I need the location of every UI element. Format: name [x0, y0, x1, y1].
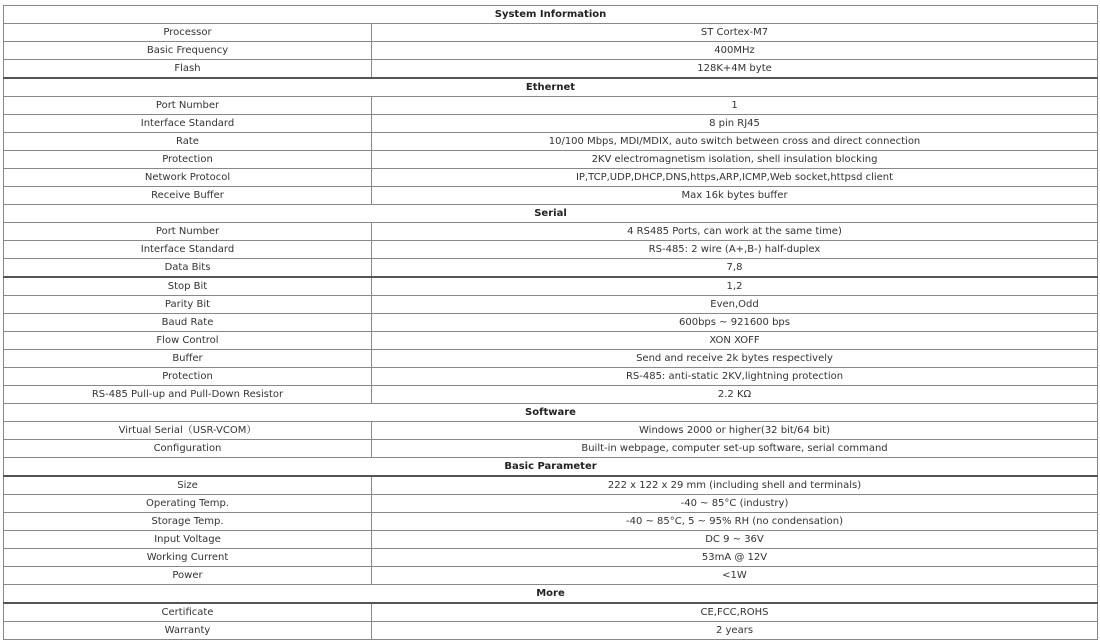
section-title: Software	[4, 404, 1098, 422]
table-row	[4, 549, 1098, 567]
row-value: 2.2 KΩ	[372, 386, 1098, 404]
row-label: Basic Frequency	[4, 42, 372, 60]
row-value: CE,FCC,ROHS	[372, 603, 1098, 622]
row-value: 222 x 122 x 29 mm (including shell and terminals)	[372, 476, 1098, 495]
table-row	[4, 169, 1098, 187]
row-value: -40 ~ 85°C, 5 ~ 95% RH (no condensation)	[372, 513, 1098, 531]
table-row	[4, 513, 1098, 531]
table-row	[4, 622, 1098, 640]
table-row	[4, 259, 1098, 278]
table-row	[4, 187, 1098, 205]
section-title: Serial	[4, 205, 1098, 223]
table-row	[4, 368, 1098, 386]
row-label: Certificate	[4, 603, 372, 622]
table-row	[4, 476, 1098, 495]
table-row	[4, 42, 1098, 60]
row-value: 4 RS485 Ports, can work at the same time)	[372, 223, 1098, 241]
table-row	[4, 296, 1098, 314]
row-value: 8 pin RJ45	[372, 115, 1098, 133]
row-label: Stop Bit	[4, 277, 372, 296]
row-value: 10/100 Mbps, MDI/MDIX, auto switch between cross and direct connection	[372, 133, 1098, 151]
row-label: Rate	[4, 133, 372, 151]
row-label: Protection	[4, 368, 372, 386]
spec-table	[3, 5, 1098, 640]
row-value: 2KV electromagnetism isolation, shell insulation blocking	[372, 151, 1098, 169]
section-title: Ethernet	[4, 78, 1098, 97]
table-row	[4, 241, 1098, 259]
row-label: Working Current	[4, 549, 372, 567]
row-value: Built-in webpage, computer set-up software, serial command	[372, 440, 1098, 458]
row-value: ST Cortex-M7	[372, 24, 1098, 42]
row-label: Flow Control	[4, 332, 372, 350]
row-label: Warranty	[4, 622, 372, 640]
table-row	[4, 495, 1098, 513]
row-value: 1,2	[372, 277, 1098, 296]
row-label: Network Protocol	[4, 169, 372, 187]
row-value: 1	[372, 97, 1098, 115]
row-value: 2 years	[372, 622, 1098, 640]
row-value: 400MHz	[372, 42, 1098, 60]
row-label: Buffer	[4, 350, 372, 368]
section-header-row	[4, 205, 1098, 223]
table-row	[4, 531, 1098, 549]
row-value: Windows 2000 or higher(32 bit/64 bit)	[372, 422, 1098, 440]
row-value: Send and receive 2k bytes respectively	[372, 350, 1098, 368]
table-row	[4, 314, 1098, 332]
table-row	[4, 567, 1098, 585]
table-row	[4, 332, 1098, 350]
row-label: Operating Temp.	[4, 495, 372, 513]
row-value: XON XOFF	[372, 332, 1098, 350]
table-row	[4, 151, 1098, 169]
row-value: <1W	[372, 567, 1098, 585]
row-label: Port Number	[4, 97, 372, 115]
table-row	[4, 350, 1098, 368]
row-label: Data Bits	[4, 259, 372, 278]
row-label: Baud Rate	[4, 314, 372, 332]
row-label: Power	[4, 567, 372, 585]
row-value: 53mA @ 12V	[372, 549, 1098, 567]
section-header-row	[4, 404, 1098, 422]
row-label: Virtual Serial（USR-VCOM）	[4, 422, 372, 440]
row-label: Input Voltage	[4, 531, 372, 549]
table-row	[4, 115, 1098, 133]
row-label: Interface Standard	[4, 241, 372, 259]
row-value: IP,TCP,UDP,DHCP,DNS,https,ARP,ICMP,Web socket,httpsd client	[372, 169, 1098, 187]
row-value: RS-485: anti-static 2KV,lightning protection	[372, 368, 1098, 386]
table-row	[4, 422, 1098, 440]
row-value: Even,Odd	[372, 296, 1098, 314]
table-row	[4, 24, 1098, 42]
row-label: Storage Temp.	[4, 513, 372, 531]
section-title: Basic Parameter	[4, 458, 1098, 477]
row-label: Parity Bit	[4, 296, 372, 314]
row-value: 600bps ~ 921600 bps	[372, 314, 1098, 332]
row-value: -40 ~ 85°C (industry)	[372, 495, 1098, 513]
row-value: 128K+4M byte	[372, 60, 1098, 79]
table-row	[4, 223, 1098, 241]
row-label: Flash	[4, 60, 372, 79]
row-value: RS-485: 2 wire (A+,B-) half-duplex	[372, 241, 1098, 259]
section-title: More	[4, 585, 1098, 604]
row-label: Size	[4, 476, 372, 495]
row-label: Configuration	[4, 440, 372, 458]
row-label: Processor	[4, 24, 372, 42]
table-row	[4, 133, 1098, 151]
row-value: 7,8	[372, 259, 1098, 278]
section-header-row	[4, 6, 1098, 24]
row-label: Port Number	[4, 223, 372, 241]
row-label: RS-485 Pull-up and Pull-Down Resistor	[4, 386, 372, 404]
section-title: System Information	[4, 6, 1098, 24]
row-label: Interface Standard	[4, 115, 372, 133]
section-header-row	[4, 458, 1098, 477]
section-header-row	[4, 78, 1098, 97]
table-row	[4, 60, 1098, 79]
row-label: Protection	[4, 151, 372, 169]
table-row	[4, 277, 1098, 296]
table-row	[4, 603, 1098, 622]
table-row	[4, 386, 1098, 404]
row-value: DC 9 ~ 36V	[372, 531, 1098, 549]
row-value: Max 16k bytes buffer	[372, 187, 1098, 205]
section-header-row	[4, 585, 1098, 604]
table-row	[4, 97, 1098, 115]
row-label: Receive Buffer	[4, 187, 372, 205]
table-row	[4, 440, 1098, 458]
